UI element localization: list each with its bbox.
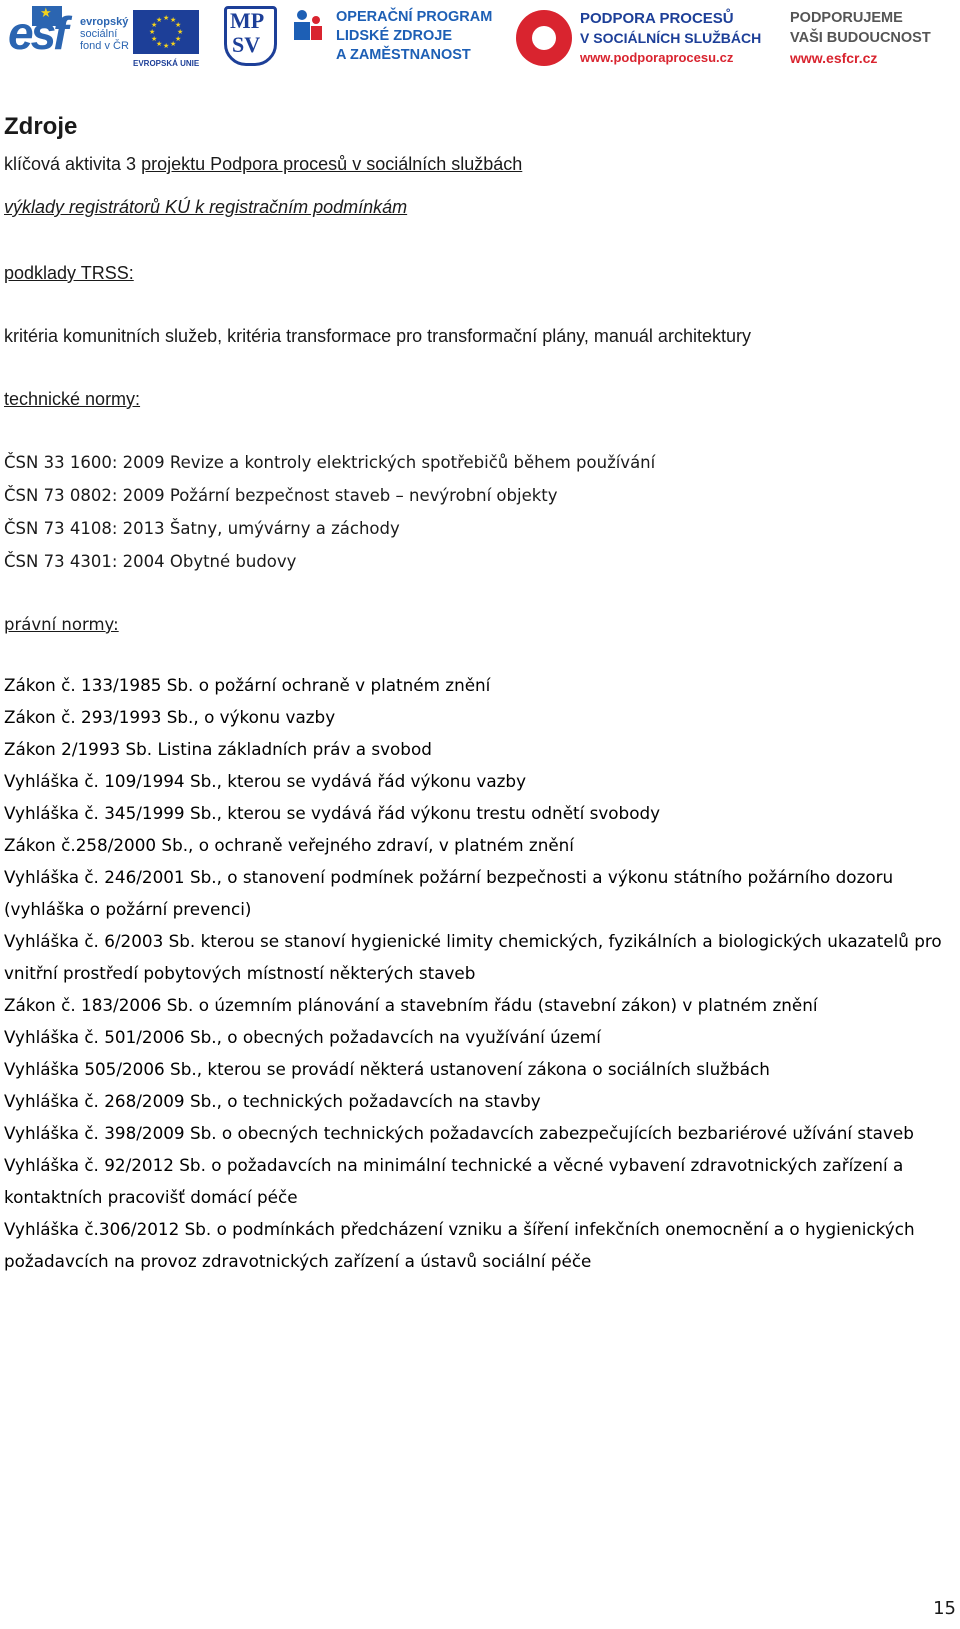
svg-text:★: ★ [175,35,182,43]
trss-text: kritéria komunitních služeb, kritéria transformace pro transformační plány, manuál architektury [4,326,751,346]
tech-norm-item: ČSN 33 1600: 2009 Revize a kontroly elektrických spotřebičů během používání [4,453,656,472]
op-people-icon [290,8,324,42]
legal-norm-item: Vyhláška č. 6/2003 Sb. kterou se stanoví hygienické limity chemických, fyzikálních a biologických ukazatelů pro vnitřní prostředí pobytových místností některých staveb [4,931,942,983]
pod-line2: VAŠI BUDOUCNOST [790,30,931,46]
esf-logo-caption [80,16,129,52]
pp-url: www.podporaprocesu.cz [580,50,734,65]
legal-norm-item: Vyhláška č. 109/1994 Sb., kterou se vydává řád výkonu vazby [4,771,527,791]
svg-text:★: ★ [175,21,182,29]
svg-text:★: ★ [177,28,184,36]
op-lzz-logo [290,4,500,70]
legal-norm-item: Vyhláška č.306/2012 Sb. o podmínkách předcházení vzniku a šíření infekčních onemocnění a o hygienických požadavcích na provoz zdravotnických zařízení a ústavů sociální péče [4,1219,915,1271]
pod-line1: PODPORUJEME [790,10,903,26]
svg-text:★: ★ [149,28,156,36]
svg-text:★: ★ [170,40,177,48]
legal-norm-item: Zákon č. 133/1985 Sb. o požární ochraně v platném znění [4,675,491,695]
op-line2: LIDSKÉ ZDROJE [336,28,453,44]
tech-norms-list [4,446,954,578]
legal-norm-item: Zákon č.258/2000 Sb., o ochraně veřejného zdraví, v platném znění [4,835,574,855]
podpora-procesu-logo [516,4,776,72]
op-line1: OPERAČNÍ PROGRAM [336,9,493,25]
pp-line1: PODPORA PROCESŮ [580,10,734,27]
legal-norm-item: Vyhláška č. 92/2012 Sb. o požadavcích na minimální technické a věcné vybavení zdravotnických zařízení a kontaktních pracovišť domácí péče [4,1155,904,1207]
esf-caption-line2: sociální [80,28,118,40]
legal-norm-item: Vyhláška č. 501/2006 Sb., o obecných požadavcích na využívání území [4,1027,601,1047]
legal-norm-item: Zákon č. 293/1993 Sb., o výkonu vazby [4,707,336,727]
mpsv-line1: MP [230,8,265,33]
op-lzz-text [336,8,492,65]
svg-text:★: ★ [163,42,170,50]
svg-text:★: ★ [151,21,158,29]
svg-text:★: ★ [156,16,163,24]
legal-norm-item: Vyhláška č. 246/2001 Sb., o stanovení podmínek požární bezpečnosti a výkonu státního požárního dozoru (vyhláška o požární prevenci) [4,867,894,919]
eu-stars-icon [133,10,199,54]
op-line3: A ZAMĚSTNANOST [336,47,471,63]
podpora-circle-icon [516,10,572,66]
page-title: Zdroje [4,113,78,140]
vyklady-line: výklady registrátorů KÚ k registračním podmínkám [4,197,408,217]
svg-text:★: ★ [151,35,158,43]
eu-logo [133,4,209,74]
document-body [4,112,954,1277]
legal-heading: právní normy: [4,615,119,634]
legal-norms-list [4,669,954,1277]
svg-text:★: ★ [156,40,163,48]
ka-prefix: klíčová aktivita 3 [4,154,142,174]
esf-caption-line1: evropský [80,16,129,28]
legal-norm-item: Vyhláška č. 398/2009 Sb. o obecných technických požadavcích zabezpečujících bezbariérové užívání staveb [4,1123,914,1143]
esf-logo-letters: esf [8,7,66,59]
mpsv-line2: SV [232,32,261,57]
pp-line2: V SOCIÁLNÍCH SLUŽBÁCH [580,30,762,46]
ka-line [4,148,954,181]
pod-url: www.esfcr.cz [790,50,878,66]
mpsv-logo [224,4,279,70]
legal-norm-item: Vyhláška č. 345/1999 Sb., kterou se vydává řád výkonu trestu odnětí svobody [4,803,661,823]
logo-header [0,0,960,80]
tech-norm-item: ČSN 73 4301: 2004 Obytné budovy [4,552,297,571]
esf-caption-line3: fond v ČR [80,40,129,52]
legal-norm-item: Zákon 2/1993 Sb. Listina základních práv a svobod [4,739,432,759]
tech-norm-item: ČSN 73 0802: 2009 Požární bezpečnost staveb – nevýrobní objekty [4,486,558,505]
ka-project-link[interactable]: projektu Podpora procesů v sociálních službách [141,154,523,174]
legal-norm-item: Vyhláška č. 268/2009 Sb., o technických požadavcích na stavby [4,1091,541,1111]
eu-logo-caption: EVROPSKÁ UNIE [133,59,200,68]
tech-norm-item: ČSN 73 4108: 2013 Šatny, umývárny a záchody [4,519,400,538]
trss-heading: podklady TRSS: [4,263,134,283]
legal-norm-item: Vyhláška 505/2006 Sb., kterou se provádí některá ustanovení zákona o sociálních službách [4,1059,770,1079]
svg-text:★: ★ [170,16,177,24]
page-number: 15 [933,1598,956,1619]
legal-norm-item: Zákon č. 183/2006 Sb. o územním plánování a stavebním řádu (stavební zákon) v platném znění [4,995,818,1015]
tech-heading: technické normy: [4,389,141,409]
svg-text:★: ★ [163,14,170,22]
podporujeme-logo [790,4,956,72]
